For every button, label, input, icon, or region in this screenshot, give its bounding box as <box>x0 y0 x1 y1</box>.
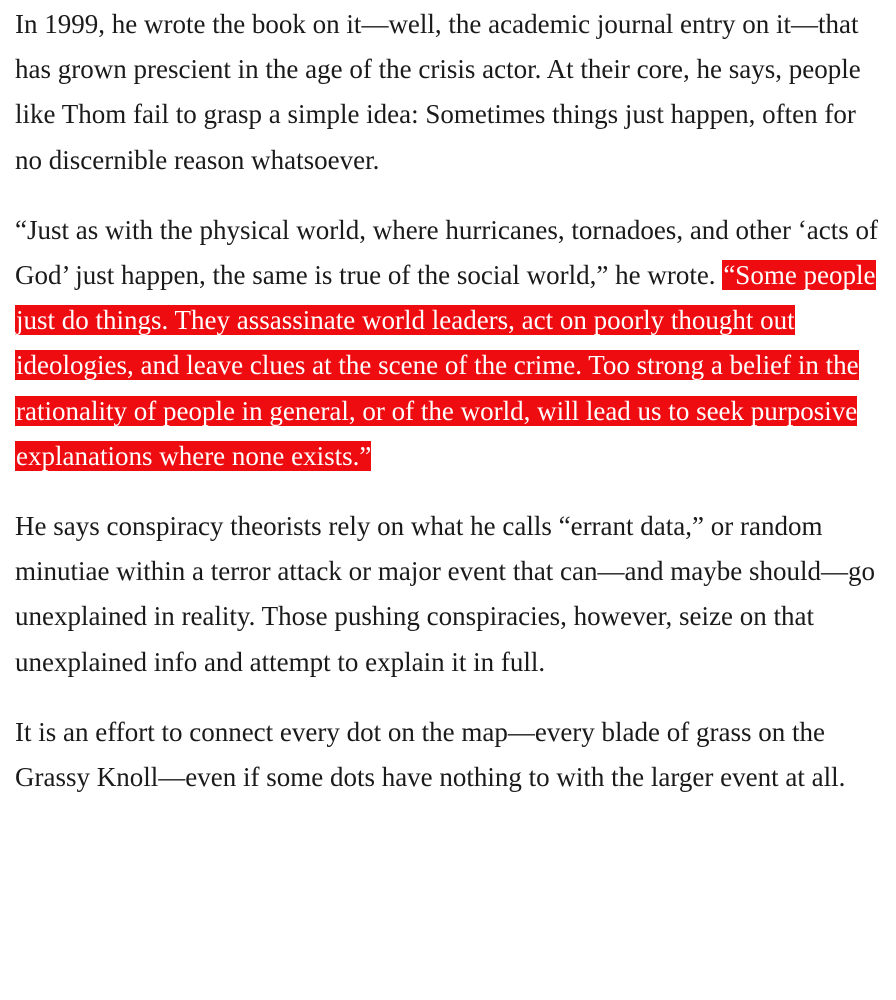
highlighted-quote: “Some people just do things. They assassinate world leaders, act on poorly thought out ideologies, and leave clues at the scene of the crime. Too strong a belief in the rationality of people in general, or of the world, will lead us to seek purposive explanations where none exists.” <box>16 260 876 471</box>
article-paragraph-4: It is an effort to connect every dot on the map—every blade of grass on the Grassy Knoll—even if some dots have nothing to with the larger event at all. <box>15 716 846 793</box>
article-paragraph-3: He says conspiracy theorists rely on what he calls “errant data,” or random minutiae within a terror attack or major event that can—and maybe should—go unexplained in reality. Those pushing conspiracies, however, seize on that unexplained info and attempt to explain it in full. <box>15 511 875 677</box>
quote-lead-text: “Just as with the physical world, where hurricanes, tornadoes, and other ‘acts of God’ just happen, the same is true of the social world,” he wrote. <box>15 214 878 291</box>
article-paragraph-1: In 1999, he wrote the book on it—well, the academic journal entry on it—that has grown prescient in the age of the crisis actor. At their core, he says, people like Thom fail to grasp a simple idea: Sometimes things just happen, often for no discernible reason whatsoever. <box>15 9 861 175</box>
article-paragraph-2 <box>15 208 883 479</box>
article-body <box>15 2 883 825</box>
